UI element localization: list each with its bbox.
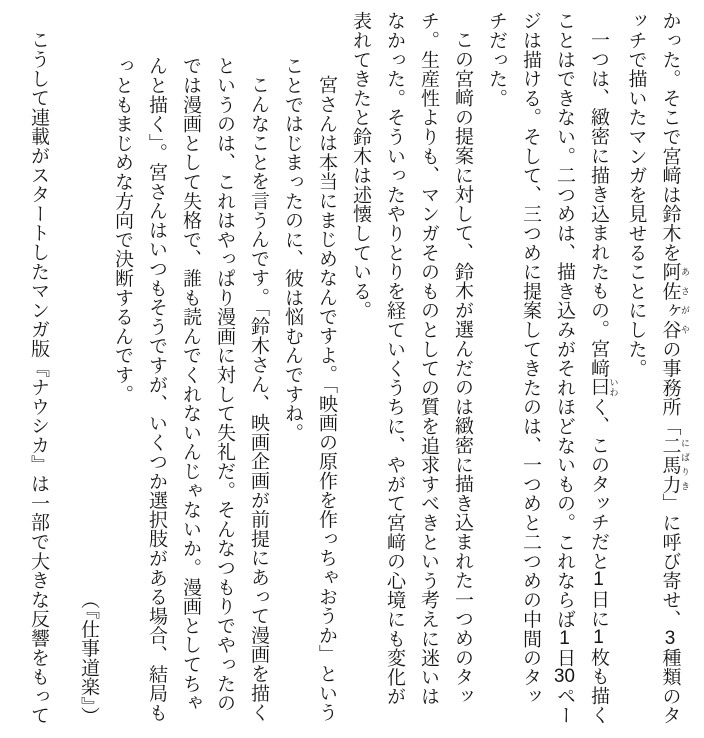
upright-number: 30 <box>554 666 575 686</box>
paragraph: この宮﨑の提案に対して、鈴木が選んだのは緻密に描き込まれた一つめのタッチ。生産性よりも、マンガそのものとしての質を追求すべきという考えに迷いはなかった。そういったやりとりを経ていくうちに、やがて宮﨑の心境にも変化が表れてきたと鈴木は述懐している。 <box>350 11 473 706</box>
upright-number: 1 <box>593 628 604 648</box>
paragraph: こうして連載がスタートしたマンガ版『ナウシカ』は一部で大きな反響をもって <box>28 30 49 725</box>
source-citation: （『仕事道楽』） <box>78 589 99 725</box>
paragraph: 一つは、緻密に描き込まれたもの。宮﨑曰 いわく、このタッチだと1日に1枚も描くことはできない。二つめは、描き込みがそれほどないもの。これならば1日30ページは描ける。そして、三つめに提案してきたのは、一つめと二つめの中間のタッチだった。 <box>486 11 619 725</box>
furigana-ruby: 曰 いわ <box>588 377 619 397</box>
upright-number: 1 <box>559 628 570 648</box>
block-quote <box>55 11 343 725</box>
upright-number: 1 <box>593 570 604 590</box>
furigana-ruby: 二馬力 にばりき <box>659 435 690 494</box>
paragraph: かった。そこで宮﨑は鈴木を阿佐ヶ谷 あさがやの事務所「二馬力 にばりき」に呼び寄せ、3種類のタッチで描いたマンガを見せることにした。 <box>625 11 690 725</box>
upright-number: 3 <box>664 628 676 648</box>
paragraph: 宮さんは本当にまじめなんですよ。「映画の原作を作っちゃおうか」ということではじまったのに、彼は悩むんですね。 <box>282 56 337 722</box>
paragraph: こんなことを言うんです。「鈴木さん、映画企画が前提にあって漫画を描くというのは、これはやっぱり漫画に対して失礼だ。そんなつもりでやったのでは漫画として失格で、誰も読んでくれないんじゃないか。漫画としてちゃんと描く」。宮さんはいつもそうですが、いくつか選択肢がある場合、結局もっともまじめな方向で決断するんです。 <box>112 56 269 722</box>
furigana-ruby: 阿佐ヶ谷 あさがや <box>659 261 690 340</box>
